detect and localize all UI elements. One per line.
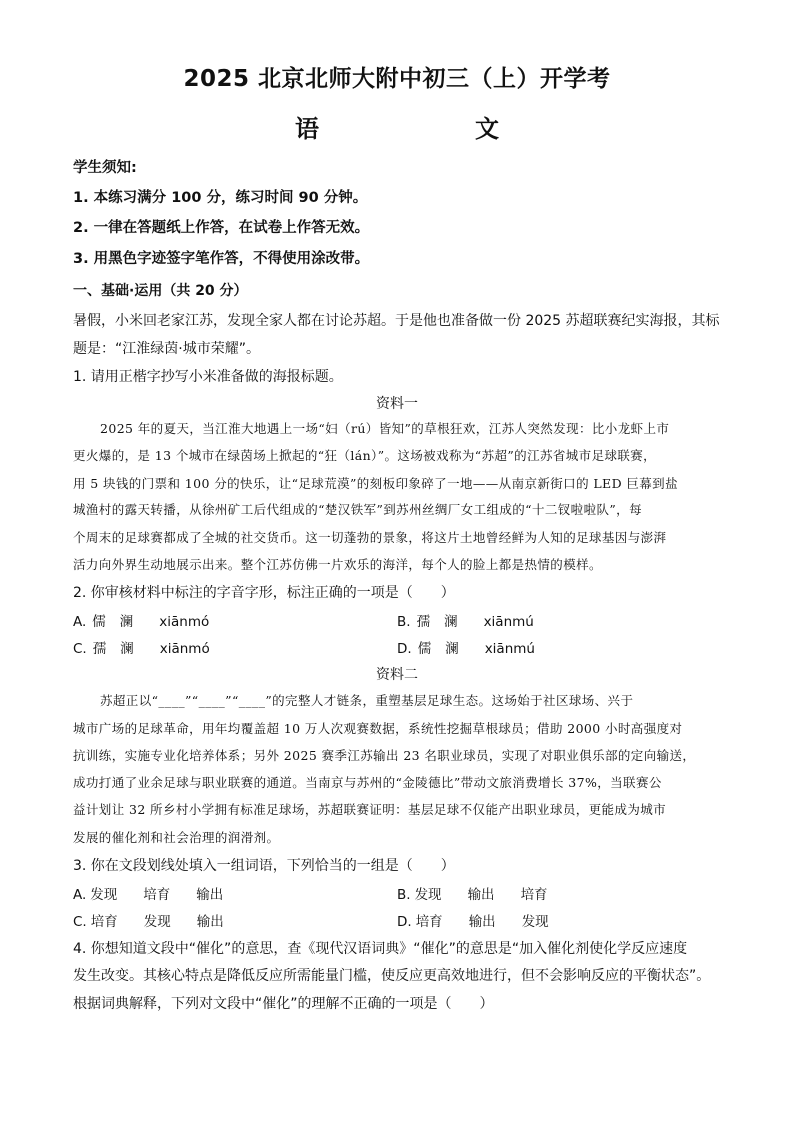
option-word: 输出 (468, 914, 496, 930)
material-2-line: 抗训练，实施专业化培养体系；另外 2025 赛季江苏输出 23 名职业球员，实现了对职业俱乐部的定向输送， (73, 748, 696, 763)
material-2-line: 益计划让 32 所乡村小学拥有标准足球场，苏超联赛证明：基层足球不仅能产出职业球员，更能成为城市 (73, 802, 667, 817)
option-pinyin: xiānmú (483, 614, 534, 630)
material-2-label: 资料二 (376, 667, 418, 683)
q3-option-c (73, 910, 224, 930)
option-word: 发现 (414, 887, 442, 903)
q2-option-b (397, 610, 534, 630)
exam-title: 2025 北京北师大附中初三（上）开学考 (183, 66, 611, 92)
option-char: 儒 (417, 641, 432, 657)
section-heading: 一、基础·运用（共 20 分） (73, 283, 248, 299)
material-1-label: 资料一 (376, 396, 418, 412)
q3-option-d (397, 910, 549, 930)
question-2-stem: 2. 你审核材料中标注的字音字形，标注正确的一项是（ ） (73, 585, 455, 601)
option-word: 发现 (143, 914, 171, 930)
option-word: 输出 (196, 914, 224, 930)
material-2-line: 发展的催化剂和社会治理的润滑剂。 (73, 830, 280, 845)
option-letter: A. (73, 887, 87, 903)
option-word: 培育 (143, 887, 171, 903)
option-word: 输出 (467, 887, 495, 903)
option-char: 孺 (416, 614, 431, 630)
q2-option-d (397, 637, 535, 657)
option-char: 澜 (444, 614, 458, 630)
q2-option-a (73, 610, 209, 630)
material-2-line: 苏超正以“____”“____”“____”的完整人才链条，重塑基层足球生态。这场始于社区球场、兴于 (100, 693, 634, 708)
material-1-line: 个周末的足球赛都成了全城的社交货币。这一切蓬勃的景象，将这片土地曾经鲜为人知的足球基因与澎湃 (73, 530, 667, 545)
option-letter: D. (397, 914, 412, 930)
material-1-line: 更火爆的，是 13 个城市在绿茵场上掀起的“狂（lán）”。这场被戏称为“苏超”的江苏省城市足球联赛， (73, 448, 657, 463)
option-word: 培育 (520, 887, 548, 903)
question-1-stem: 1. 请用正楷字抄写小米准备做的海报标题。 (73, 369, 343, 385)
option-letter: C. (73, 641, 87, 657)
option-pinyin: xiānmó (159, 614, 210, 630)
option-char: 澜 (445, 641, 459, 657)
option-word: 发现 (521, 914, 549, 930)
option-word: 发现 (90, 887, 118, 903)
notice-item: 2. 一律在答题纸上作答，在试卷上作答无效。 (73, 220, 370, 236)
question-4-line: 4. 你想知道文段中“催化”的意思，查《现代汉语词典》“催化”的意思是“加入催化剂使化学反应速度 (73, 941, 688, 957)
option-letter: A. (73, 614, 87, 630)
option-letter: D. (397, 641, 412, 657)
subject-title: 语 文 (295, 114, 535, 143)
option-letter: C. (73, 914, 87, 930)
option-letter: B. (397, 614, 411, 630)
material-1-line: 活力向外界生动地展示出来。整个江苏仿佛一片欢乐的海洋，每个人的脸上都是热情的模样。 (73, 557, 602, 572)
intro-line: 题是：“江淮绿茵·城市荣耀”。 (73, 341, 260, 357)
option-char: 澜 (119, 614, 134, 630)
option-word: 输出 (196, 887, 224, 903)
material-1-line: 用 5 块钱的门票和 100 分的快乐，让“足球荒漠”的刻板印象碎了一地——从南京新街口的 LED 巨幕到盐 (73, 476, 678, 491)
question-4-line: 发生改变。其核心特点是降低反应所需能量门槛，使反应更高效地进行，但不会影响反应的平衡状态”。 (73, 968, 711, 984)
option-pinyin: xiānmú (484, 641, 535, 657)
material-1-line: 城渔村的露天转播，从徐州矿工后代组成的“楚汉铁军”到苏州丝绸厂女工组成的“十二钗啦啦队”，每 (73, 502, 642, 517)
option-pinyin: xiānmó (159, 641, 210, 657)
option-word: 培育 (90, 914, 118, 930)
material-1-line: 2025 年的夏天，当江淮大地遇上一场“妇（rú）皆知”的草根狂欢，江苏人突然发现：比小龙虾上市 (100, 421, 670, 436)
q2-option-c (73, 637, 210, 657)
q3-option-b (397, 883, 548, 903)
option-char: 孺 (92, 641, 107, 657)
question-3-stem: 3. 你在文段划线处填入一组词语，下列恰当的一组是（ ） (73, 858, 455, 874)
material-2-line: 成功打通了业余足球与职业联赛的通道。当南京与苏州的“金陵德比”带动文旅消费增长 37%，当联赛公 (73, 775, 662, 790)
q3-option-a (73, 883, 223, 903)
notice-heading: 学生须知: (73, 160, 137, 176)
intro-line: 暑假，小米回老家江苏，发现全家人都在讨论苏超。于是他也准备做一份 2025 苏超联赛纪实海报，其标 (73, 313, 720, 329)
material-2-line: 城市广场的足球革命，用年均覆盖超 10 万人次观赛数据，系统性挖掘草根球员；借助 2000 小时高强度对 (73, 721, 683, 736)
option-word: 培育 (415, 914, 443, 930)
option-char: 儒 (92, 614, 106, 630)
option-char: 澜 (120, 641, 134, 657)
notice-item: 3. 用黑色字迹签字笔作答，不得使用涂改带。 (73, 251, 370, 267)
question-4-line: 根据词典解释，下列对文段中“催化”的理解不正确的一项是（ ） (73, 996, 494, 1012)
notice-item: 1. 本练习满分 100 分，练习时间 90 分钟。 (73, 190, 368, 206)
option-letter: B. (397, 887, 411, 903)
